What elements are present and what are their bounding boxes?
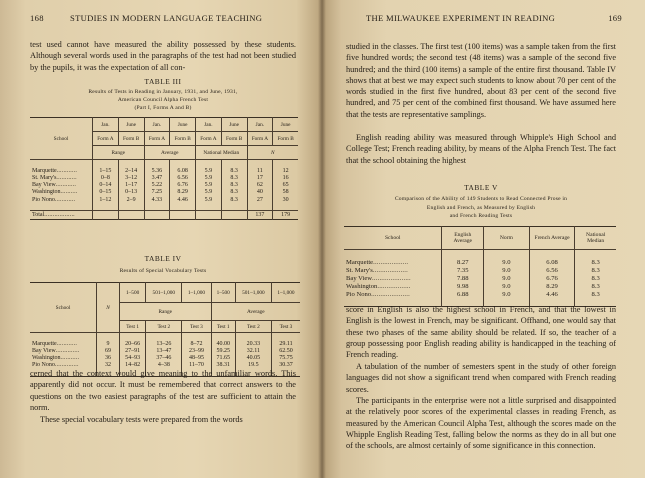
column-header: 501–1,000 (146, 283, 182, 303)
table-cell: 32 (97, 362, 120, 369)
column-header: School (30, 118, 93, 160)
column-header: Test 2 (146, 321, 182, 333)
table-cell: 8.3 (221, 167, 247, 174)
table-row: Pio Nono............ 1–12 2–9 4.33 4.46 5.9 8.3 27 30 (30, 196, 298, 203)
table-cell: 65 (273, 182, 298, 189)
table-cell: 59.25 (211, 347, 235, 354)
table-cell: 8.3 (575, 290, 616, 298)
table-cell: 137 (247, 211, 273, 219)
table-cell: 4.33 (144, 196, 170, 203)
table-cell: 30.37 (271, 362, 300, 369)
group-header: Range (120, 303, 212, 321)
running-title: STUDIES IN MODERN LANGUAGE TEACHING (70, 13, 263, 23)
table-label: TABLE III (144, 77, 182, 86)
left-page (0, 0, 322, 478)
school-name: Pio Nono (32, 362, 55, 369)
table-cell: 179 (273, 211, 298, 219)
table-row: Marquette................... 8.27 9.0 6.08 8.3 (344, 258, 616, 266)
table-cell: 5.9 (196, 196, 222, 203)
school-name: Washington (346, 282, 378, 290)
table-cell: 5.36 (144, 167, 170, 174)
column-header: 501–1,000 (235, 283, 271, 303)
column-header: Test 3 (271, 321, 300, 333)
table-cell: 14–82 (120, 362, 146, 369)
table-iii (30, 117, 298, 220)
table-cell: 36 (97, 355, 120, 362)
table-cell: 6.76 (529, 274, 575, 282)
table-label: TABLE IV (144, 254, 182, 263)
page-number: 169 (608, 13, 622, 23)
table-cell: 9.0 (484, 282, 530, 290)
table-cell: 20–66 (120, 340, 146, 347)
column-header: June (170, 118, 196, 132)
table-cell: 1–17 (118, 182, 144, 189)
column-header: N (97, 283, 120, 333)
table-row: Bay View............ 0–14 1–17 5.22 6.76 5.9 8.3 62 65 (30, 182, 298, 189)
table-cell: 5.9 (196, 189, 222, 196)
column-header: English Average (442, 227, 484, 250)
column-header: Form B (221, 132, 247, 146)
school-name: Marquette (32, 340, 57, 347)
table-cell: 6.08 (529, 258, 575, 266)
school-name: Bay View (32, 182, 56, 189)
table-cell: 11–70 (182, 362, 211, 369)
table-row: Bay View.............. 69 27–91 13–47 23–99 59.25 32.11 62.50 (30, 347, 300, 354)
table-row: St. Mary's................... 7.35 9.0 6.56 8.3 (344, 266, 616, 274)
table-cell: 75.75 (271, 355, 300, 362)
table-cell: 9 (97, 340, 120, 347)
column-header: French Average (529, 227, 575, 250)
paragraph: test used cannot have measured the ability possessed by these students. Although several words used in the paragraphs of the test had not been studied by the pupils, it was the expectation of all con- (30, 40, 296, 72)
table-row: Washington.................. 9.98 9.0 8.29 8.3 (344, 282, 616, 290)
school-name: St. Mary's (32, 174, 57, 181)
table-cell: 1–15 (93, 167, 119, 174)
column-header: Form A (196, 132, 222, 146)
table-cell: 6.76 (170, 182, 196, 189)
column-header: 1–500 (120, 283, 146, 303)
table-cell: 0–15 (93, 189, 119, 196)
table-cell: 5.22 (144, 182, 170, 189)
table-row: Washington........... 36 54–93 37–46 48–95 71.65 40.05 75.75 (30, 355, 300, 362)
table-cell: 54–93 (120, 355, 146, 362)
table-cell: 0–14 (93, 182, 119, 189)
table-cell: 7.25 (144, 189, 170, 196)
column-header: Form B (170, 132, 196, 146)
table-cell: 7.35 (442, 266, 484, 274)
table-title-line: (Part I, Forms A and B) (134, 105, 192, 111)
column-header: Form A (93, 132, 119, 146)
column-header: June (118, 118, 144, 132)
table-row: Pio Nono.............. 32 14–82 4–38 11–70 38.31 19.5 30.37 (30, 362, 300, 369)
table-cell: 17 (247, 174, 273, 181)
table-cell: 23–99 (182, 347, 211, 354)
table-cell: 19.5 (235, 362, 271, 369)
table-cell: 13–26 (146, 340, 182, 347)
page-number: 168 (30, 13, 44, 23)
school-name: Pio Nono (32, 196, 55, 203)
table-cell: 6.56 (529, 266, 575, 274)
table-cell: 2–14 (118, 167, 144, 174)
table-cell: 9.0 (484, 274, 530, 282)
table-cell: 7.88 (442, 274, 484, 282)
column-header: School (344, 227, 442, 250)
table-cell: 48–95 (182, 355, 211, 362)
table-cell: 8–72 (182, 340, 211, 347)
table-v (344, 226, 616, 307)
school-name: St. Mary's (346, 266, 373, 274)
table-cell: 5.9 (196, 174, 222, 181)
table-cell: 3–12 (118, 174, 144, 181)
table-cell: 20.33 (235, 340, 271, 347)
column-header: Test 1 (120, 321, 146, 333)
paragraph: studied in the classes. The first test (100 items) was a sample taken from the first five hundred words; the second test (48 items) was a sample of the second five hundred; and the third (100 items) a sample of the entire first thousand. Table IV shows that at best we may expect such students to know about 70 per cent of the words studied in the first five hundred, about 83 per cent of the second five hundred, and 75 per cent of the combined first thousand. We have assumed here that the tests are representative samplings. (346, 42, 616, 119)
table-cell: 11 (247, 167, 273, 174)
table-cell: 8.29 (170, 189, 196, 196)
table-cell: 9.0 (484, 266, 530, 274)
table-cell: 3.47 (144, 174, 170, 181)
school-name: Marquette (32, 167, 57, 174)
table-title-line: and French Reading Tests (449, 213, 513, 219)
column-header: Form A (247, 132, 273, 146)
table-title-line: American Council Alpha French Test (117, 97, 209, 103)
school-name: Washington (32, 355, 61, 362)
table-title-line: Results of Tests in Reading in January, 1931, and June, 1931, (88, 89, 238, 95)
table-label: TABLE V (464, 183, 498, 192)
table-cell: 4.46 (529, 290, 575, 298)
column-header: Form B (118, 132, 144, 146)
table-cell: 1–12 (93, 196, 119, 203)
table-total-row: Total.................. 137 179 (30, 211, 298, 219)
total-label: Total (32, 211, 45, 218)
table-cell: 62.50 (271, 347, 300, 354)
table-cell: 9.98 (442, 282, 484, 290)
table-cell: 69 (97, 347, 120, 354)
column-header: Test 3 (182, 321, 211, 333)
table-cell: 2–9 (118, 196, 144, 203)
table-cell: 38.31 (211, 362, 235, 369)
table-cell: 4.46 (170, 196, 196, 203)
table-cell: 40.00 (211, 340, 235, 347)
column-header: Test 2 (235, 321, 271, 333)
table-title: Results of Special Vocabulary Tests (119, 268, 207, 274)
paragraph: The participants in the enterprise were not a little surprised and disappointed at the relatively poor scores of the experimental classes in reading French, as measured by the American Council Alpha Test, although the scores made on the Whipple English Reading Test, falling below the norms as they do in all but one of the schools, are almost certainly of some significance in this connection. (346, 396, 616, 451)
group-header: Average (211, 303, 300, 321)
group-header: Average (144, 146, 196, 160)
column-header: Test 1 (211, 321, 235, 333)
table-row: Marquette............ 1–15 2–14 5.36 6.08 5.9 8.3 11 12 (30, 167, 298, 174)
table-row: Washington.......... 0–15 0–13 7.25 8.29 5.9 8.3 40 58 (30, 189, 298, 196)
column-header: 1–500 (211, 283, 235, 303)
book-gutter (318, 0, 326, 478)
school-name: Pio Nono (346, 290, 372, 298)
table-row: Pio Nono..................... 6.88 9.0 4.46 8.3 (344, 290, 616, 298)
column-header: Jan. (247, 118, 273, 132)
table-row: Bay View..................... 7.88 9.0 6.76 8.3 (344, 274, 616, 282)
column-header: Jan. (93, 118, 119, 132)
paragraph: English reading ability was measured through Whipple's High School and College Test; French reading ability, by means of the Alpha French Test. The fact that the school obtaining the highest (346, 133, 616, 165)
table-cell: 6.56 (170, 174, 196, 181)
right-page (322, 0, 645, 478)
group-header: Range (93, 146, 145, 160)
table-cell: 12 (273, 167, 298, 174)
table-cell: 71.65 (211, 355, 235, 362)
school-name: Bay View (346, 274, 373, 282)
table-cell: 37–46 (146, 355, 182, 362)
column-header: 1–1,000 (182, 283, 211, 303)
column-header: Jan. (196, 118, 222, 132)
column-header: National Median (575, 227, 616, 250)
column-header: School (30, 283, 97, 333)
table-cell: 0–13 (118, 189, 144, 196)
table-cell: 8.3 (221, 182, 247, 189)
table-cell: 9.0 (484, 290, 530, 298)
table-cell: 62 (247, 182, 273, 189)
table-cell: 6.08 (170, 167, 196, 174)
table-cell: 8.3 (575, 258, 616, 266)
school-name: Marquette (346, 258, 374, 266)
column-header: Norm (484, 227, 530, 250)
table-cell: 27–91 (120, 347, 146, 354)
column-header: 1–1,000 (271, 283, 300, 303)
table-title-line: English and French, as Measured by English (426, 204, 536, 211)
table-cell: 8.3 (575, 274, 616, 282)
column-header: June (273, 118, 298, 132)
table-iv (30, 282, 300, 377)
table-cell: 27 (247, 196, 273, 203)
table-cell: 32.11 (235, 347, 271, 354)
paragraph: cerned that the context would give meaning to the unfamiliar words. This apparently did not occur. It must be remembered that correct answers to the questions on the two easiest paragraphs of the test are sufficient to attain the norm. (30, 369, 296, 412)
column-header: Form A (144, 132, 170, 146)
table-cell: 30 (273, 196, 298, 203)
table-cell: 9.0 (484, 258, 530, 266)
table-cell: 8.3 (575, 266, 616, 274)
paragraph: score in English is also the highest school in French, and that the lowest in English is the lowest in French, may be significant. Offhand, one would say that these two phases of the same ability should be related. If so, the teacher of a group possessing poor English reading ability is handicapped in the teaching of French reading. (346, 305, 616, 360)
table-cell: 40 (247, 189, 273, 196)
group-header: National Median (196, 146, 248, 160)
table-cell: 8.3 (221, 196, 247, 203)
school-name: Bay View (32, 347, 56, 354)
table-cell: 8.27 (442, 258, 484, 266)
table-title-line: Comparison of the Ability of 149 Students to Read Connected Prose in (394, 196, 568, 202)
paragraph: These special vocabulary tests were prepared from the words (40, 415, 243, 424)
table-cell: 8.3 (221, 189, 247, 196)
table-cell: 13–47 (146, 347, 182, 354)
table-row: Marquette............ 9 20–66 13–26 8–72 40.00 20.33 29.11 (30, 340, 300, 347)
table-cell: 8.3 (575, 282, 616, 290)
column-header: June (221, 118, 247, 132)
table-cell: 4–38 (146, 362, 182, 369)
table-cell: 58 (273, 189, 298, 196)
table-cell: 6.88 (442, 290, 484, 298)
column-header: Jan. (144, 118, 170, 132)
table-cell: 16 (273, 174, 298, 181)
table-title (30, 88, 296, 112)
table-title (342, 195, 620, 221)
table-cell: 8.29 (529, 282, 575, 290)
paragraph: A tabulation of the number of semesters spent in the study of other foreign languages did not show a significant trend when compared with French reading scores. (346, 362, 616, 394)
group-header: N (247, 146, 298, 160)
school-name: Washington (32, 189, 61, 196)
table-cell: 8.3 (221, 174, 247, 181)
running-title: THE MILWAUKEE EXPERIMENT IN READING (366, 13, 556, 23)
table-cell: 29.11 (271, 340, 300, 347)
table-cell: 5.9 (196, 182, 222, 189)
table-cell: 5.9 (196, 167, 222, 174)
column-header: Form B (273, 132, 298, 146)
table-row: St. Mary's............ 0–8 3–12 3.47 6.56 5.9 8.3 17 16 (30, 174, 298, 181)
table-cell: 0–8 (93, 174, 119, 181)
table-cell: 40.05 (235, 355, 271, 362)
